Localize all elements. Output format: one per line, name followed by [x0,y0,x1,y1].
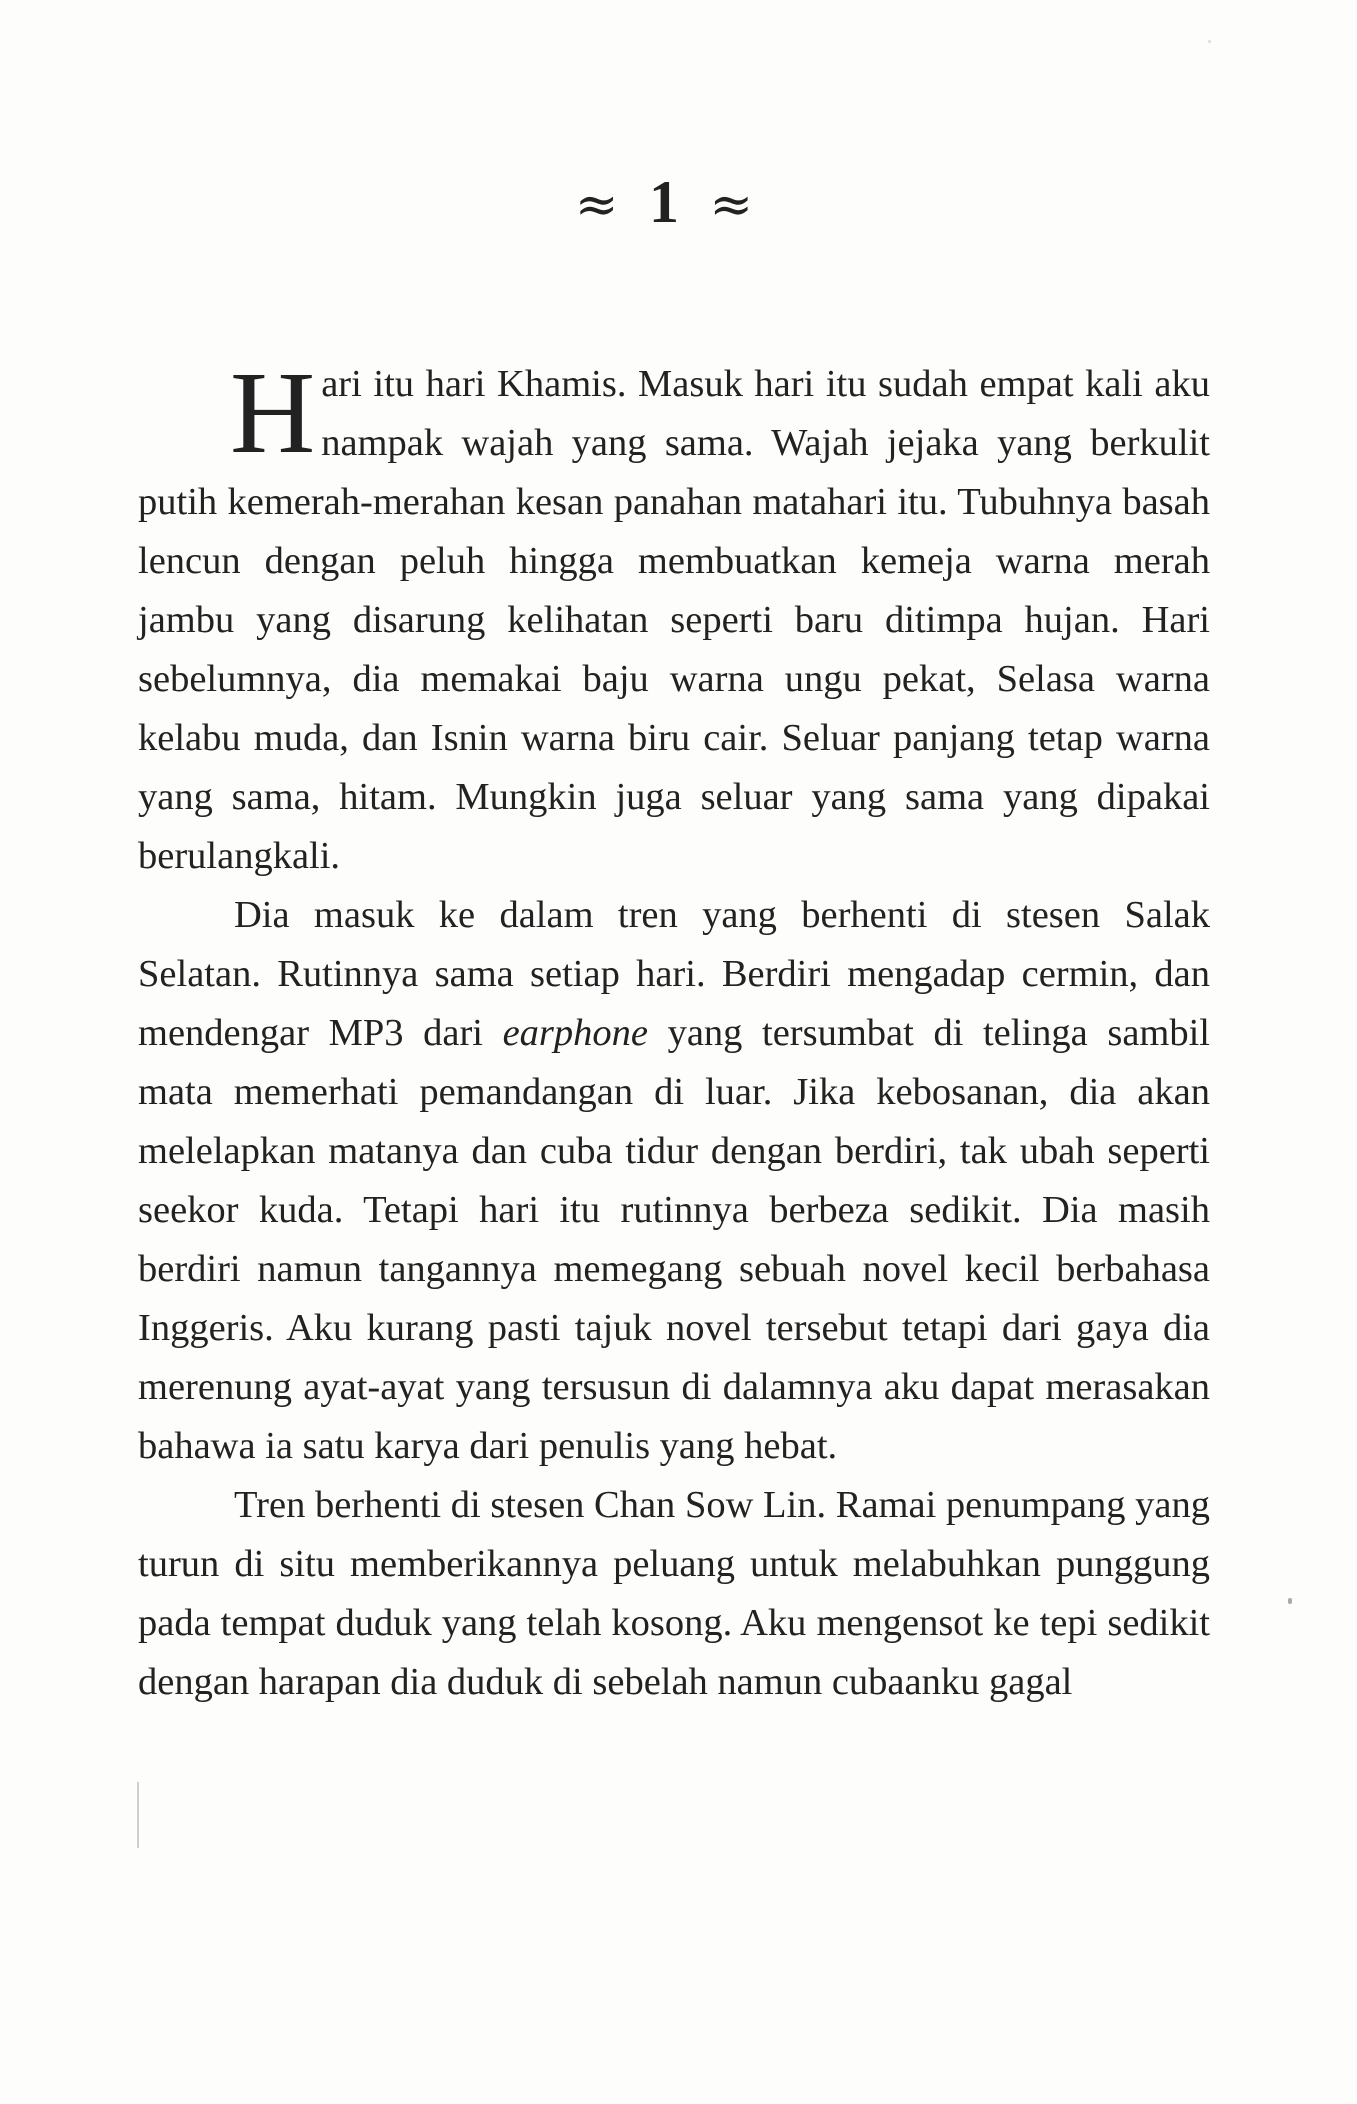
scan-speck-top [1208,40,1211,43]
paragraph-2 [138,886,1210,1476]
chapter-body [138,347,1210,1712]
chapter-ornament-left: ≈ [574,175,621,235]
paragraph-1 [138,347,1210,886]
paragraph-2-text-a: Dia masuk ke dalam tren yang berhenti di stesen Salak Selatan. Rutinnya sama setiap hari. Berdiri mengadap cermin, dan mendengar MP3 dari [138,894,1210,1054]
chapter-heading [0,168,1330,237]
paragraph-3-text: Tren berhenti di stesen Chan Sow Lin. Ramai penumpang yang turun di situ memberikannya peluang untuk melabuhkan punggung pada tempat duduk yang telah kosong. Aku mengensot ke tepi sedikit dengan harapan dia duduk di sebelah namun cubaanku gagal [138,1484,1210,1703]
drop-cap: H [230,347,316,478]
paragraph-1-text: ari itu hari Khamis. Masuk hari itu sudah empat kali aku nampak wajah yang sama. Wajah jejaka yang berkulit putih kemerah-merahan kesan panahan matahari itu. Tubuhnya basah lencun dengan peluh hingga membuatkan kemeja warna merah jambu yang disarung kelihatan seperti baru ditimpa hujan. Hari sebelumnya, dia memakai baju warna ungu pekat, Selasa warna kelabu muda, dan Isnin warna biru cair. Seluar panjang tetap warna yang sama, hitam. Mungkin juga seluar yang sama yang dipakai berulangkali. [138,363,1210,877]
chapter-ornament-right: ≈ [709,175,756,235]
paragraph-3 [138,1476,1210,1712]
paragraph-2-italic: earphone [502,1012,648,1054]
paragraph-2-text-b: yang tersumbat di telinga sambil mata memerhati pemandangan di luar. Jika kebosanan, dia akan melelapkan matanya dan cuba tidur dengan berdiri, tak ubah seperti seekor kuda. Tetapi hari itu rutinnya berbeza sedikit. Dia masih berdiri namun tangannya memegang sebuah novel kecil berbahasa Inggeris. Aku kurang pasti tajuk novel tersebut tetapi dari gaya dia merenung ayat-ayat yang tersusun di dalamnya aku dapat merasakan bahawa ia satu karya dari penulis yang hebat. [138,1012,1210,1467]
chapter-number: 1 [649,169,681,235]
scan-speck [1288,1598,1292,1604]
scan-line [137,1782,139,1848]
